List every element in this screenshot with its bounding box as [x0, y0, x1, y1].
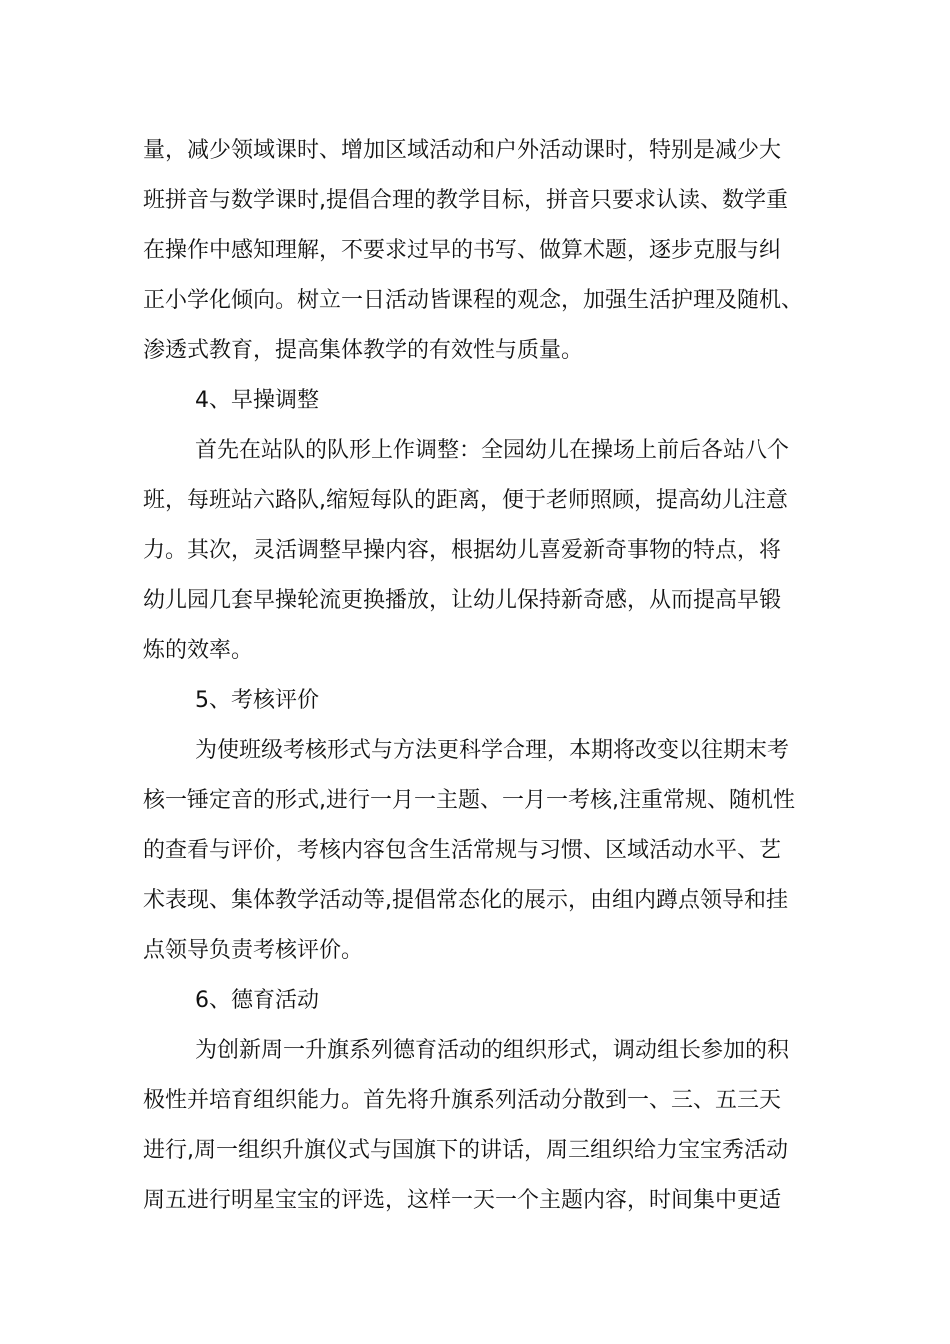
document-body	[143, 126, 813, 1226]
text-line: 幼儿园几套早操轮流更换播放，让幼儿保持新奇感，从而提高早锻	[143, 588, 782, 613]
paragraph-5	[143, 726, 813, 976]
section-heading-4: 4、早操调整	[195, 388, 319, 413]
text-line: 极性并培育组织能力。首先将升旗系列活动分散到一、三、五三天	[143, 1088, 782, 1113]
text-line: 为使班级考核形式与方法更科学合理，本期将改变以往期末考	[195, 738, 790, 763]
text-line: 班，每班站六路队,缩短每队的距离，便于老师照顾，提高幼儿注意	[143, 488, 788, 513]
paragraph-6	[143, 1026, 813, 1226]
text-line: 术表现、集体教学活动等,提倡常态化的展示，由组内蹲点领导和挂	[143, 888, 788, 913]
text-line: 进行,周一组织升旗仪式与国旗下的讲话，周三组织给力宝宝秀活动	[143, 1138, 788, 1163]
text-line: 班拼音与数学课时,提倡合理的教学目标，拼音只要求认读、数学重	[143, 188, 788, 213]
text-line: 周五进行明星宝宝的评选，这样一天一个主题内容，时间集中更适	[143, 1188, 782, 1213]
text-line: 点领导负责考核评价。	[143, 938, 364, 963]
text-line: 力。其次，灵活调整早操内容，根据幼儿喜爱新奇事物的特点，将	[143, 538, 782, 563]
text-line: 在操作中感知理解，不要求过早的书写、做算术题，逐步克服与纠	[143, 238, 782, 263]
text-line: 为创新周一升旗系列德育活动的组织形式，调动组长参加的积	[195, 1038, 790, 1063]
paragraph-4	[143, 426, 813, 676]
text-line: 核一锤定音的形式,进行一月一主题、一月一考核,注重常规、随机性	[143, 788, 795, 813]
text-line: 正小学化倾向。树立一日活动皆课程的观念，加强生活护理及随机、	[143, 288, 804, 313]
section-heading-6: 6、德育活动	[195, 988, 319, 1013]
text-line: 量，减少领域课时、增加区域活动和户外活动课时，特别是减少大	[143, 138, 782, 163]
section-heading-5: 5、考核评价	[195, 688, 319, 713]
paragraph-continued	[143, 126, 813, 376]
text-line: 首先在站队的队形上作调整：全园幼儿在操场上前后各站八个	[195, 438, 790, 463]
text-line: 炼的效率。	[143, 638, 254, 663]
text-line: 的查看与评价，考核内容包含生活常规与习惯、区域活动水平、艺	[143, 838, 782, 863]
text-line: 渗透式教育，提高集体教学的有效性与质量。	[143, 338, 584, 363]
